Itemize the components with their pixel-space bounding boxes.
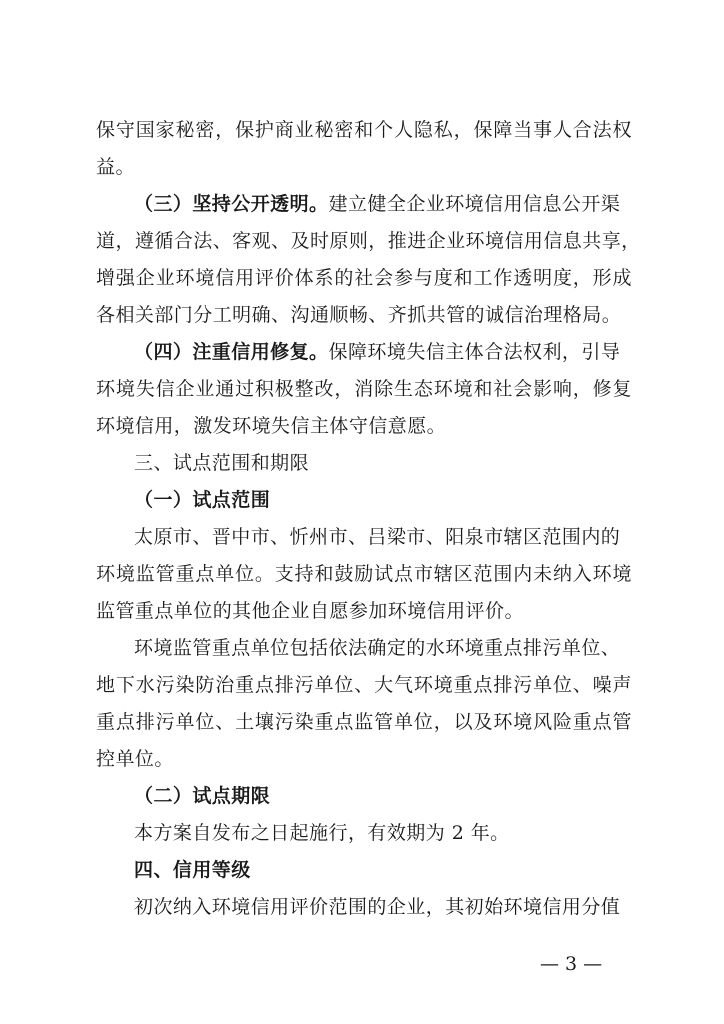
paragraph-first-line	[134, 192, 632, 216]
paragraph-line: 环境信用，激发环境失信主体守信意愿。	[96, 415, 447, 437]
principle-heading: （四）注重信用修复。	[134, 341, 329, 363]
principle-heading: （三）坚持公开透明。	[134, 193, 329, 215]
subsection-title: （二）试点期限	[134, 785, 271, 807]
paragraph-line: 初次纳入环境信用评价范围的企业，其初始环境信用分值	[134, 896, 621, 918]
paragraph-line: 增强企业环境信用评价体系的社会参与度和工作透明度，形成	[96, 267, 632, 289]
page-number: — 3 —	[540, 953, 603, 975]
paragraph-line: 重点排污单位、土壤污染重点监管单位，以及环境风险重点管	[96, 711, 632, 733]
subsection-title: （一）试点范围	[134, 489, 271, 511]
paragraph-line: 环境监管重点单位包括依法确定的水环境重点排污单位、	[134, 637, 621, 659]
section-title: 四、信用等级	[134, 859, 251, 881]
paragraph-line: 道，遵循合法、客观、及时原则，推进企业环境信用信息共享，	[96, 230, 641, 252]
section-title: 三、试点范围和期限	[134, 452, 310, 474]
paragraph-line: 各相关部门分工明确、沟通顺畅、齐抓共管的诚信治理格局。	[96, 304, 622, 326]
paragraph-line: 本方案自发布之日起施行，有效期为 2 年。	[134, 822, 510, 844]
paragraph-line: 监管重点单位的其他企业自愿参加环境信用评价。	[96, 600, 524, 622]
paragraph-line: 环境失信企业通过积极整改，消除生态环境和社会影响，修复	[96, 378, 632, 400]
paragraph-line: 地下水污染防治重点排污单位、大气环境重点排污单位、噪声	[96, 674, 632, 696]
paragraph-line: 太原市、晋中市、忻州市、吕梁市、阳泉市辖区范围内的	[134, 526, 621, 548]
paragraph-line: 控单位。	[96, 748, 174, 770]
paragraph-line: 益。	[96, 156, 135, 178]
paragraph-line: 环境监管重点单位。支持和鼓励试点市辖区范围内未纳入环境	[96, 563, 632, 585]
paragraph-text: 建立健全企业环境信用信息公开渠	[328, 193, 621, 215]
paragraph-first-line	[134, 340, 632, 364]
paragraph-text: 保障环境失信主体合法权利，引导	[328, 341, 621, 363]
paragraph-line: 保守国家秘密，保护商业秘密和个人隐私，保障当事人合法权	[96, 119, 632, 141]
